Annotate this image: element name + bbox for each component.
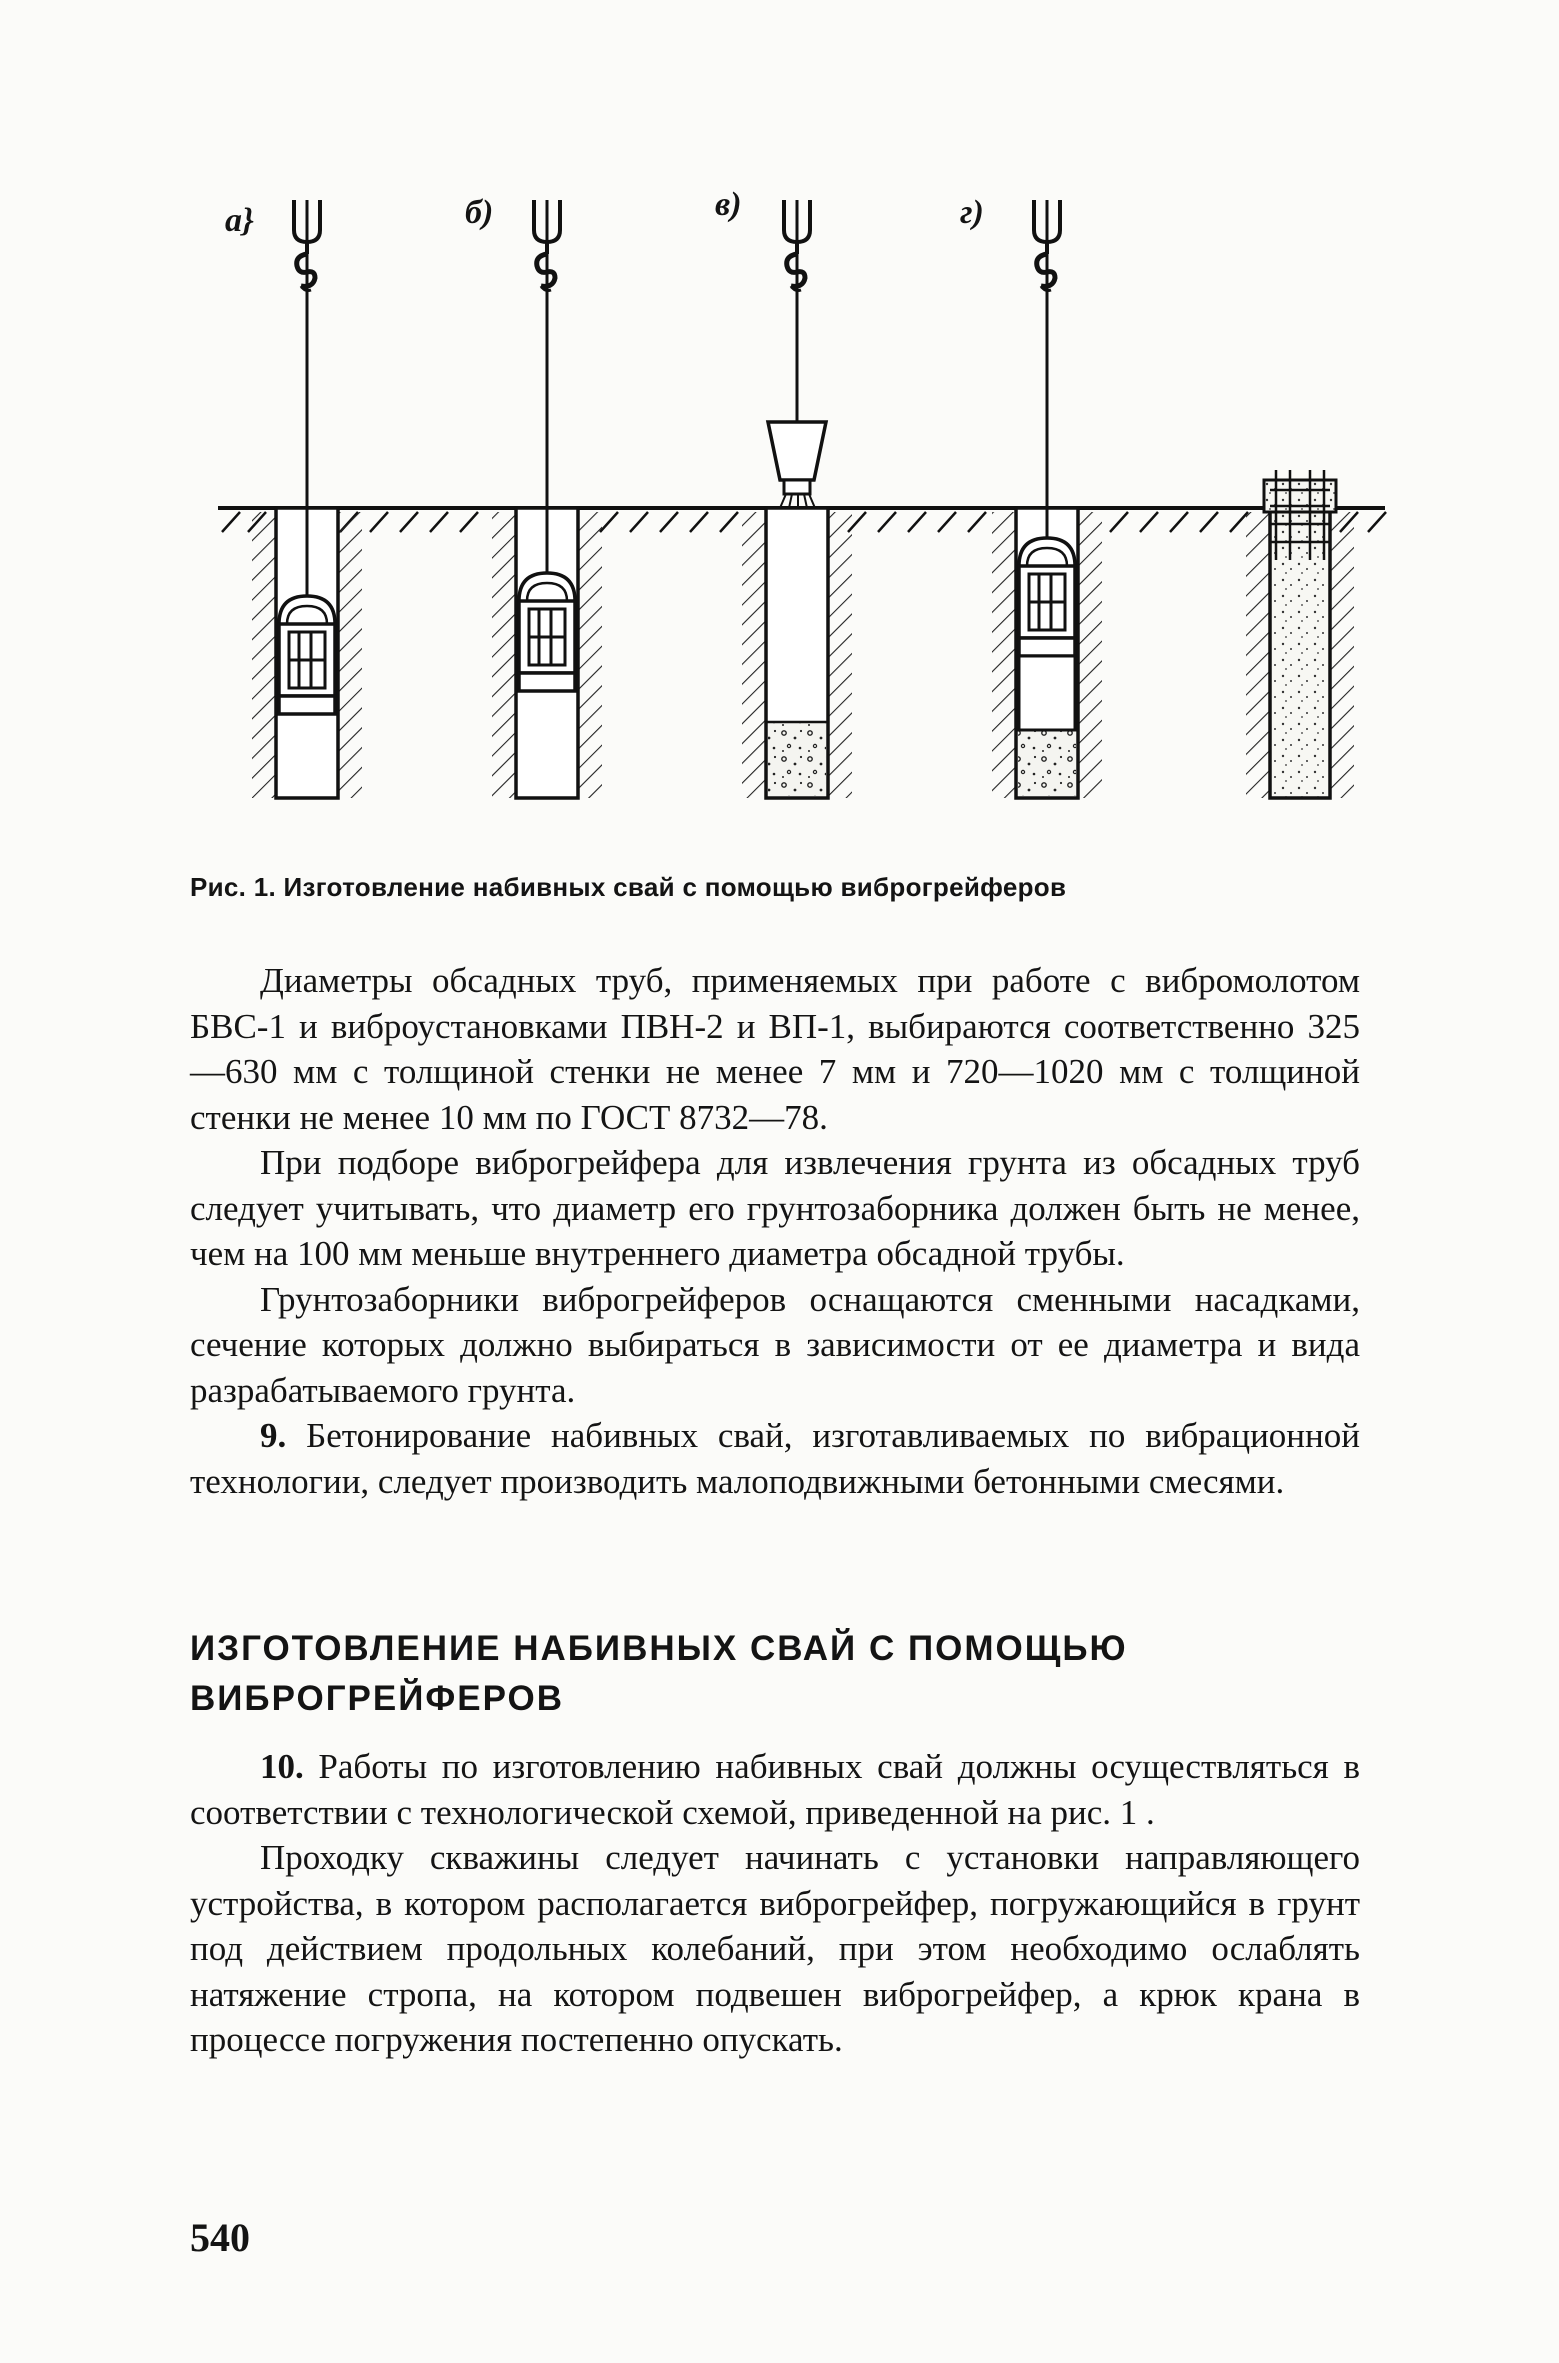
item-9-number: 9.	[260, 1416, 287, 1455]
label-g: г)	[960, 194, 984, 231]
paragraph-1: Диаметры обсадных труб, применяемых при работе с вибромолотом БВС-1 и виброустановками ПВН-2 и ВП-1, выбираются соответственно 325—630 мм с толщиной стенки не менее 7 мм и 720—1020 мм с толщиной стенки не менее 10 мм по ГОСТ 8732—78.	[190, 961, 1360, 1137]
item-9	[190, 1413, 1360, 1504]
page-number: 540	[190, 2215, 250, 2260]
figure-drawing	[0, 0, 1559, 850]
label-b: б)	[465, 194, 494, 231]
pile-v-diagram	[742, 200, 852, 798]
item-10-text: Работы по изготовлению набивных свай должны осуществляться в соответствии с технологической схемой, приведенной на рис. 1 .	[190, 1747, 1360, 1832]
paragraph-3: Грунтозаборники виброгрейферов оснащаются сменными насадками, сечение которых должно выбираться в зависимости от ее диаметра и вида разрабатываемого грунта.	[190, 1279, 1360, 1410]
pile-a-diagram	[252, 200, 362, 798]
pile-b-diagram	[492, 200, 602, 798]
item-10-number: 10.	[260, 1747, 304, 1786]
figure-pile-manufacturing	[0, 0, 1559, 850]
section-title: ИЗГОТОВЛЕНИЕ НАБИВНЫХ СВАЙ С ПОМОЩЬЮ ВИБРОГРЕЙФЕРОВ	[190, 1629, 1128, 1718]
body-text-bottom	[190, 1744, 1360, 2063]
item-9-text: Бетонирование набивных свай, изготавливаемых по вибрационной технологии, следует производить малоподвижными бетонными смесями.	[190, 1416, 1360, 1501]
pile-g-diagram	[992, 200, 1102, 798]
figure-caption: Рис. 1. Изготовление набивных свай с помощью виброгрейферов	[190, 872, 1067, 902]
label-a: а}	[225, 202, 254, 239]
paragraph-last: Проходку скважины следует начинать с установки направляющего устройства, в котором располагается виброгрейфер, погружающийся в грунт под действием продольных колебаний, при этом необходимо ослаблять натяжение стропа, на котором подвешен виброгрейфер, а крюк крана в процессе погружения постепенно опускать.	[190, 1838, 1360, 2059]
body-text-top	[190, 958, 1360, 1504]
item-10	[190, 1744, 1360, 1835]
finished-pile-diagram	[1246, 470, 1354, 798]
label-v: в)	[715, 186, 742, 223]
paragraph-2: При подборе виброгрейфера для извлечения грунта из обсадных труб следует учитывать, что диаметр его грунтозаборника должен быть не менее, чем на 100 мм меньше внутреннего диаметра обсадной трубы.	[190, 1143, 1360, 1273]
